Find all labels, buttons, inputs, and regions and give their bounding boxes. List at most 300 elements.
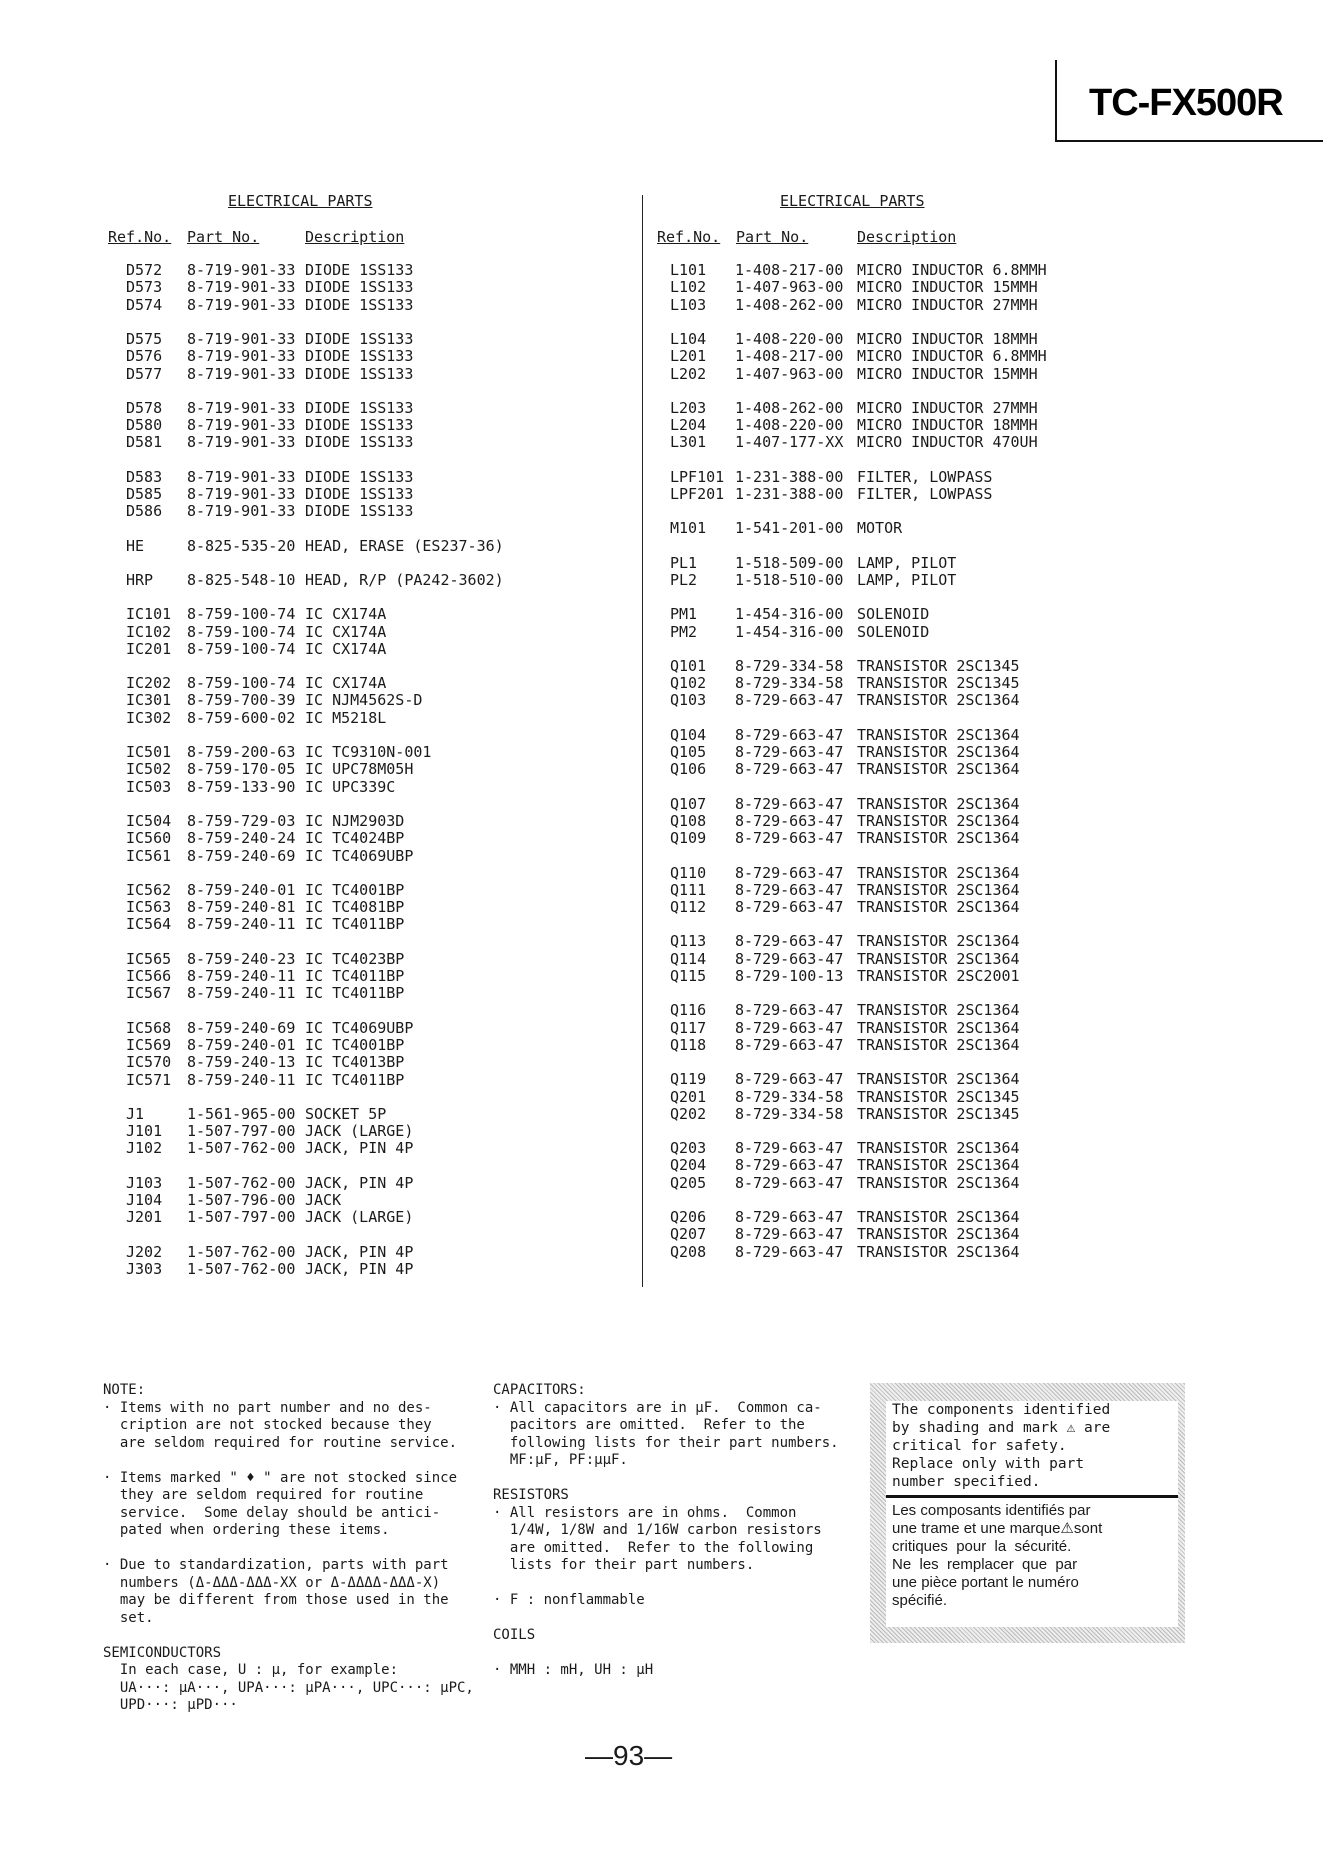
ref-no: L301 <box>670 433 707 452</box>
ref-no: IC569 <box>126 1035 172 1054</box>
description: TRANSISTOR 2SC1345 <box>857 1104 1020 1123</box>
description: IC TC4069UBP <box>305 1018 414 1037</box>
note-line <box>103 1452 474 1470</box>
ref-no: IC562 <box>126 880 172 899</box>
part-no: 8-729-334-58 <box>735 674 844 693</box>
note-line: set. <box>103 1609 154 1626</box>
part-no: 1-408-217-00 <box>735 347 844 366</box>
description: DIODE 1SS133 <box>305 485 414 503</box>
part-no: 8-759-700-39 <box>187 691 296 710</box>
ref-no: PL1 <box>670 553 698 572</box>
part-no: 1-518-510-00 <box>735 570 844 589</box>
ref-no: IC301 <box>126 691 172 710</box>
description: FILTER, LOWPASS <box>857 467 993 486</box>
part-no: 8-825-548-10 <box>187 570 296 589</box>
note-line <box>493 1470 839 1488</box>
description: JACK <box>305 1191 342 1209</box>
description: IC UPC339C <box>305 777 396 796</box>
description: TRANSISTOR 2SC1364 <box>857 794 1020 813</box>
part-no: 8-759-200-63 <box>187 743 296 761</box>
note-line: cription are not stocked because they <box>103 1417 432 1433</box>
note-line: following lists for their part numbers. <box>493 1434 839 1451</box>
ref-no: Q116 <box>670 1001 707 1020</box>
ref-no: Q106 <box>670 760 707 779</box>
part-no: 1-407-963-00 <box>735 364 844 383</box>
ref-no: IC502 <box>126 760 172 779</box>
ref-no: Q117 <box>670 1018 707 1037</box>
part-no: 8-729-663-47 <box>735 932 844 951</box>
warning-line: une trame et une marque⚠sont <box>892 1520 1103 1537</box>
part-no: 1-507-762-00 <box>187 1259 296 1278</box>
description: JACK, PIN 4P <box>305 1173 414 1192</box>
description: IC M5218L <box>305 708 387 727</box>
part-no: 1-507-762-00 <box>187 1139 296 1158</box>
part-no: 8-759-240-81 <box>187 898 296 917</box>
description: IC TC4069UBP <box>305 846 414 865</box>
note-line: service. Some delay should be antici- <box>103 1504 441 1521</box>
right-section-title: ELECTRICAL PARTS <box>780 192 925 210</box>
part-no: 8-729-663-47 <box>735 1242 844 1261</box>
part-no: 8-759-729-03 <box>187 811 296 830</box>
note-line: COILS <box>493 1627 536 1643</box>
description: JACK, PIN 4P <box>305 1259 414 1278</box>
note-line: · MMH : mH, UH : μH <box>493 1662 654 1678</box>
warning-line: critical for safety. <box>892 1438 1067 1454</box>
ref-no: IC503 <box>126 777 172 796</box>
part-no: 8-729-663-47 <box>735 725 844 744</box>
description: TRANSISTOR 2SC1364 <box>857 1035 1020 1054</box>
part-no: 8-729-100-13 <box>735 967 844 985</box>
description: JACK (LARGE) <box>305 1208 414 1227</box>
part-no: 8-759-240-69 <box>187 1018 296 1037</box>
part-no: 8-729-334-58 <box>735 1104 844 1123</box>
note-line: · Items with no part number and no des- <box>103 1399 432 1416</box>
ref-no: L101 <box>670 261 707 279</box>
description: SOLENOID <box>857 605 930 624</box>
description: MICRO INDUCTOR 18MMH <box>857 329 1038 348</box>
part-no: 8-759-240-11 <box>187 984 296 1003</box>
note-line <box>493 1645 839 1663</box>
part-no: 8-719-901-33 <box>187 278 296 297</box>
part-no: 8-729-334-58 <box>735 1087 844 1106</box>
description: JACK (LARGE) <box>305 1122 414 1141</box>
note-line: · All resistors are in ohms. Common <box>493 1504 797 1521</box>
ref-no: Q107 <box>670 794 707 813</box>
description: TRANSISTOR 2SC1364 <box>857 1070 1020 1089</box>
right-header-ref: Ref.No. <box>657 228 721 246</box>
note-line: they are seldom required for routine <box>103 1487 424 1503</box>
description: TRANSISTOR 2SC1364 <box>857 1173 1020 1192</box>
description: IC TC4011BP <box>305 915 405 934</box>
ref-no: Q110 <box>670 863 707 882</box>
ref-no: Q114 <box>670 949 707 968</box>
part-no: 1-408-262-00 <box>735 398 844 417</box>
note-line <box>103 1540 474 1558</box>
part-no: 8-759-133-90 <box>187 777 296 796</box>
description: IC TC4024BP <box>305 829 405 848</box>
warning-line: spécifié. <box>892 1592 948 1609</box>
ref-no: PM1 <box>670 605 698 624</box>
description: MICRO INDUCTOR 470UH <box>857 433 1038 452</box>
note-line: are omitted. Refer to the following <box>493 1539 814 1556</box>
part-no: 8-719-901-33 <box>187 485 296 503</box>
description: IC TC4011BP <box>305 984 405 1003</box>
ref-no: IC202 <box>126 674 172 693</box>
ref-no: D576 <box>126 347 163 366</box>
ref-no: HE <box>126 536 145 555</box>
description: IC TC4001BP <box>305 880 405 899</box>
description: IC TC4081BP <box>305 898 405 917</box>
note-line: lists for their part numbers. <box>493 1557 755 1573</box>
ref-no: Q112 <box>670 898 707 917</box>
ref-no: D585 <box>126 485 163 503</box>
note-line: · Due to standardization, parts with part <box>103 1557 449 1573</box>
ref-no: IC563 <box>126 898 172 917</box>
part-no: 1-454-316-00 <box>735 605 844 624</box>
notes-column-2 <box>493 1382 839 1680</box>
part-no: 8-719-901-33 <box>187 364 296 383</box>
description: DIODE 1SS133 <box>305 295 414 314</box>
ref-no: J201 <box>126 1208 163 1227</box>
ref-no: IC564 <box>126 915 172 934</box>
part-no: 1-518-509-00 <box>735 553 844 572</box>
left-section-title: ELECTRICAL PARTS <box>228 192 373 210</box>
part-no: 8-729-663-47 <box>735 1173 844 1192</box>
description: TRANSISTOR 2SC1364 <box>857 949 1020 968</box>
ref-no: LPF201 <box>670 485 725 503</box>
part-no: 1-407-963-00 <box>735 278 844 297</box>
note-line: UA···: μA···, UPA···: μPA···, UPC···: μPC, <box>103 1679 474 1696</box>
description: MOTOR <box>857 519 903 538</box>
part-no: 8-759-240-11 <box>187 915 296 934</box>
ref-no: M101 <box>670 519 707 538</box>
description: DIODE 1SS133 <box>305 329 414 348</box>
ref-no: Q204 <box>670 1156 707 1175</box>
part-no: 8-719-901-33 <box>187 502 296 521</box>
warning-line: critiques pour la sécurité. <box>892 1538 1072 1555</box>
ref-no: Q104 <box>670 725 707 744</box>
part-no: 8-729-663-47 <box>735 1018 844 1037</box>
part-no: 8-759-240-24 <box>187 829 296 848</box>
description: TRANSISTOR 2SC1364 <box>857 1156 1020 1175</box>
description: DIODE 1SS133 <box>305 347 414 366</box>
ref-no: Q207 <box>670 1225 707 1244</box>
ref-no: IC565 <box>126 949 172 968</box>
part-no: 8-719-901-33 <box>187 398 296 417</box>
note-line: pacitors are omitted. Refer to the <box>493 1417 805 1433</box>
ref-no: J102 <box>126 1139 163 1158</box>
description: IC CX174A <box>305 622 387 641</box>
note-line: are seldom required for routine service. <box>103 1434 458 1451</box>
warning-line: une pièce portant le numéro <box>892 1574 1079 1591</box>
column-divider <box>642 195 643 1287</box>
model-name: TC-FX500R <box>1089 82 1283 124</box>
part-no: 1-231-388-00 <box>735 467 844 486</box>
ref-no: L203 <box>670 398 707 417</box>
description: JACK, PIN 4P <box>305 1242 414 1261</box>
ref-no: IC302 <box>126 708 172 727</box>
ref-no: IC568 <box>126 1018 172 1037</box>
description: HEAD, ERASE (ES237-36) <box>305 536 504 555</box>
notes-column-1 <box>103 1382 474 1715</box>
note-line: may be different from those used in the <box>103 1592 449 1608</box>
ref-no: PL2 <box>670 570 698 589</box>
ref-no: Q205 <box>670 1173 707 1192</box>
ref-no: D572 <box>126 261 163 279</box>
part-no: 8-729-663-47 <box>735 760 844 779</box>
description: MICRO INDUCTOR 18MMH <box>857 416 1038 435</box>
ref-no: LPF101 <box>670 467 725 486</box>
part-no: 1-507-762-00 <box>187 1173 296 1192</box>
part-no: 8-729-663-47 <box>735 1001 844 1020</box>
warning-english <box>886 1401 1178 1491</box>
warning-line: The components identified <box>892 1402 1111 1418</box>
ref-no: D581 <box>126 433 163 452</box>
ref-no: IC504 <box>126 811 172 830</box>
ref-no: L104 <box>670 329 707 348</box>
note-line: MF:μF, PF:μμF. <box>493 1452 628 1468</box>
description: HEAD, R/P (PA242-3602) <box>305 570 504 589</box>
note-line <box>493 1575 839 1593</box>
ref-no: IC566 <box>126 967 172 985</box>
part-no: 8-759-600-02 <box>187 708 296 727</box>
description: TRANSISTOR 2SC1364 <box>857 829 1020 848</box>
description: DIODE 1SS133 <box>305 364 414 383</box>
part-no: 8-759-100-74 <box>187 605 296 624</box>
right-header-part: Part No. <box>736 228 809 246</box>
part-no: 1-408-220-00 <box>735 329 844 348</box>
ref-no: IC201 <box>126 639 172 658</box>
part-no: 1-507-797-00 <box>187 1122 296 1141</box>
ref-no: Q203 <box>670 1139 707 1158</box>
note-line: NOTE: <box>103 1382 146 1398</box>
part-no: 1-507-797-00 <box>187 1208 296 1227</box>
left-header-part: Part No. <box>187 228 260 246</box>
description: TRANSISTOR 2SC1364 <box>857 880 1020 899</box>
note-line: SEMICONDUCTORS <box>103 1644 222 1661</box>
ref-no: IC567 <box>126 984 172 1003</box>
ref-no: PM2 <box>670 622 698 641</box>
description: IC TC9310N-001 <box>305 743 432 761</box>
description: TRANSISTOR 2SC1364 <box>857 811 1020 830</box>
ref-no: J101 <box>126 1122 163 1141</box>
ref-no: IC501 <box>126 743 172 761</box>
ref-no: D575 <box>126 329 163 348</box>
description: TRANSISTOR 2SC1345 <box>857 674 1020 693</box>
description: DIODE 1SS133 <box>305 502 414 521</box>
description: IC TC4011BP <box>305 1070 405 1089</box>
ref-no: L102 <box>670 278 707 297</box>
description: DIODE 1SS133 <box>305 398 414 417</box>
description: MICRO INDUCTOR 6.8MMH <box>857 261 1047 279</box>
description: FILTER, LOWPASS <box>857 485 993 503</box>
description: TRANSISTOR 2SC2001 <box>857 967 1020 985</box>
part-no: 8-729-663-47 <box>735 880 844 899</box>
description: IC UPC78M05H <box>305 760 414 779</box>
ref-no: IC102 <box>126 622 172 641</box>
part-no: 8-759-240-23 <box>187 949 296 968</box>
description: IC NJM2903D <box>305 811 405 830</box>
part-no: 8-729-663-47 <box>735 863 844 882</box>
part-no: 8-719-901-33 <box>187 329 296 348</box>
warning-line: Replace only with part <box>892 1456 1085 1472</box>
note-line: CAPACITORS: <box>493 1382 586 1398</box>
description: JACK, PIN 4P <box>305 1139 414 1158</box>
part-no: 1-507-762-00 <box>187 1242 296 1261</box>
safety-warning-box <box>870 1383 1185 1643</box>
part-no: 8-759-100-74 <box>187 622 296 641</box>
part-no: 8-759-100-74 <box>187 674 296 693</box>
right-header-desc: Description <box>857 228 957 246</box>
part-no: 8-759-240-11 <box>187 967 296 985</box>
description: LAMP, PILOT <box>857 553 957 572</box>
ref-no: J103 <box>126 1173 163 1192</box>
ref-no: Q113 <box>670 932 707 951</box>
ref-no: Q118 <box>670 1035 707 1054</box>
part-no: 8-759-240-69 <box>187 846 296 865</box>
note-line: · Items marked " ♦ " are not stocked since <box>103 1469 458 1486</box>
description: IC TC4013BP <box>305 1053 405 1072</box>
part-no: 8-729-663-47 <box>735 691 844 710</box>
ref-no: D573 <box>126 278 163 297</box>
description: SOLENOID <box>857 622 930 641</box>
left-header-desc: Description <box>305 228 405 246</box>
description: TRANSISTOR 2SC1364 <box>857 1018 1020 1037</box>
ref-no: Q119 <box>670 1070 707 1089</box>
page-number: —93— <box>585 1740 673 1771</box>
part-no: 1-408-262-00 <box>735 295 844 314</box>
description: TRANSISTOR 2SC1364 <box>857 1208 1020 1226</box>
description: IC TC4011BP <box>305 967 405 985</box>
description: TRANSISTOR 2SC1364 <box>857 898 1020 917</box>
ref-no: D578 <box>126 398 163 417</box>
part-no: 1-507-796-00 <box>187 1191 296 1209</box>
description: DIODE 1SS133 <box>305 416 414 435</box>
ref-no: IC570 <box>126 1053 172 1072</box>
ref-no: IC561 <box>126 846 172 865</box>
part-no: 8-719-901-33 <box>187 295 296 314</box>
ref-no: D577 <box>126 364 163 383</box>
part-no: 8-759-100-74 <box>187 639 296 658</box>
description: TRANSISTOR 2SC1364 <box>857 725 1020 744</box>
description: IC TC4023BP <box>305 949 405 968</box>
ref-no: L204 <box>670 416 707 435</box>
description: SOCKET 5P <box>305 1104 387 1123</box>
description: IC CX174A <box>305 674 387 693</box>
ref-no: HRP <box>126 570 154 589</box>
part-no: 8-729-663-47 <box>735 1225 844 1244</box>
description: DIODE 1SS133 <box>305 467 414 486</box>
ref-no: IC560 <box>126 829 172 848</box>
description: TRANSISTOR 2SC1364 <box>857 863 1020 882</box>
ref-no: IC571 <box>126 1070 172 1089</box>
note-line: RESISTORS <box>493 1487 569 1503</box>
part-no: 1-541-201-00 <box>735 519 844 538</box>
part-no: 8-729-663-47 <box>735 898 844 917</box>
ref-no: J303 <box>126 1259 163 1278</box>
part-no: 1-454-316-00 <box>735 622 844 641</box>
description: TRANSISTOR 2SC1345 <box>857 656 1020 675</box>
ref-no: J104 <box>126 1191 163 1209</box>
note-line: · All capacitors are in μF. Common ca- <box>493 1399 822 1416</box>
part-no: 8-719-901-33 <box>187 433 296 452</box>
ref-no: L201 <box>670 347 707 366</box>
left-header-ref: Ref.No. <box>108 228 172 246</box>
warning-french <box>886 1502 1178 1610</box>
part-no: 8-729-663-47 <box>735 1139 844 1158</box>
part-no: 8-719-901-33 <box>187 416 296 435</box>
warning-line: number specified. <box>892 1474 1041 1490</box>
part-no: 8-729-663-47 <box>735 1035 844 1054</box>
warning-line: Ne les remplacer que par <box>892 1556 1078 1573</box>
description: IC NJM4562S-D <box>305 691 423 710</box>
note-line <box>103 1627 474 1645</box>
ref-no: J1 <box>126 1104 145 1123</box>
description: TRANSISTOR 2SC1364 <box>857 691 1020 710</box>
ref-no: Q108 <box>670 811 707 830</box>
part-no: 8-729-663-47 <box>735 794 844 813</box>
ref-no: L202 <box>670 364 707 383</box>
model-header <box>1055 60 1323 142</box>
note-line: In each case, U : μ, for example: <box>103 1662 399 1678</box>
part-no: 8-719-901-33 <box>187 261 296 279</box>
note-line: pated when ordering these items. <box>103 1522 390 1538</box>
ref-no: Q105 <box>670 743 707 761</box>
part-no: 8-729-663-47 <box>735 811 844 830</box>
ref-no: D574 <box>126 295 163 314</box>
ref-no: Q206 <box>670 1208 707 1226</box>
ref-no: Q103 <box>670 691 707 710</box>
description: MICRO INDUCTOR 6.8MMH <box>857 347 1047 366</box>
description: IC CX174A <box>305 605 387 624</box>
note-line: 1/4W, 1/8W and 1/16W carbon resistors <box>493 1522 822 1538</box>
part-no: 8-759-170-05 <box>187 760 296 779</box>
warning-line: by shading and mark ⚠ are <box>892 1420 1111 1436</box>
part-no: 8-729-663-47 <box>735 829 844 848</box>
part-no: 1-561-965-00 <box>187 1104 296 1123</box>
part-no: 8-729-663-47 <box>735 1156 844 1175</box>
warning-divider <box>886 1495 1178 1498</box>
ref-no: D583 <box>126 467 163 486</box>
part-no: 8-729-663-47 <box>735 1070 844 1089</box>
description: TRANSISTOR 2SC1364 <box>857 743 1020 761</box>
ref-no: L103 <box>670 295 707 314</box>
description: TRANSISTOR 2SC1364 <box>857 760 1020 779</box>
note-line: · F : nonflammable <box>493 1592 645 1608</box>
part-no: 1-408-217-00 <box>735 261 844 279</box>
part-no: 8-759-240-01 <box>187 1035 296 1054</box>
description: MICRO INDUCTOR 15MMH <box>857 278 1038 297</box>
description: TRANSISTOR 2SC1364 <box>857 932 1020 951</box>
description: TRANSISTOR 2SC1364 <box>857 1242 1020 1261</box>
part-no: 8-719-901-33 <box>187 347 296 366</box>
part-no: 8-759-240-11 <box>187 1070 296 1089</box>
ref-no: Q111 <box>670 880 707 899</box>
ref-no: Q109 <box>670 829 707 848</box>
part-no: 1-408-220-00 <box>735 416 844 435</box>
ref-no: J202 <box>126 1242 163 1261</box>
description: IC CX174A <box>305 639 387 658</box>
part-no: 8-759-240-01 <box>187 880 296 899</box>
part-no: 1-407-177-XX <box>735 433 844 452</box>
ref-no: Q101 <box>670 656 707 675</box>
description: DIODE 1SS133 <box>305 261 414 279</box>
part-no: 1-231-388-00 <box>735 485 844 503</box>
note-line: numbers (Δ-ΔΔΔ-ΔΔΔ-XX or Δ-ΔΔΔΔ-ΔΔΔ-X) <box>103 1574 441 1591</box>
warning-line: Les composants identifiés par <box>892 1502 1091 1519</box>
description: DIODE 1SS133 <box>305 433 414 452</box>
note-line: UPD···: μPD··· <box>103 1697 238 1713</box>
